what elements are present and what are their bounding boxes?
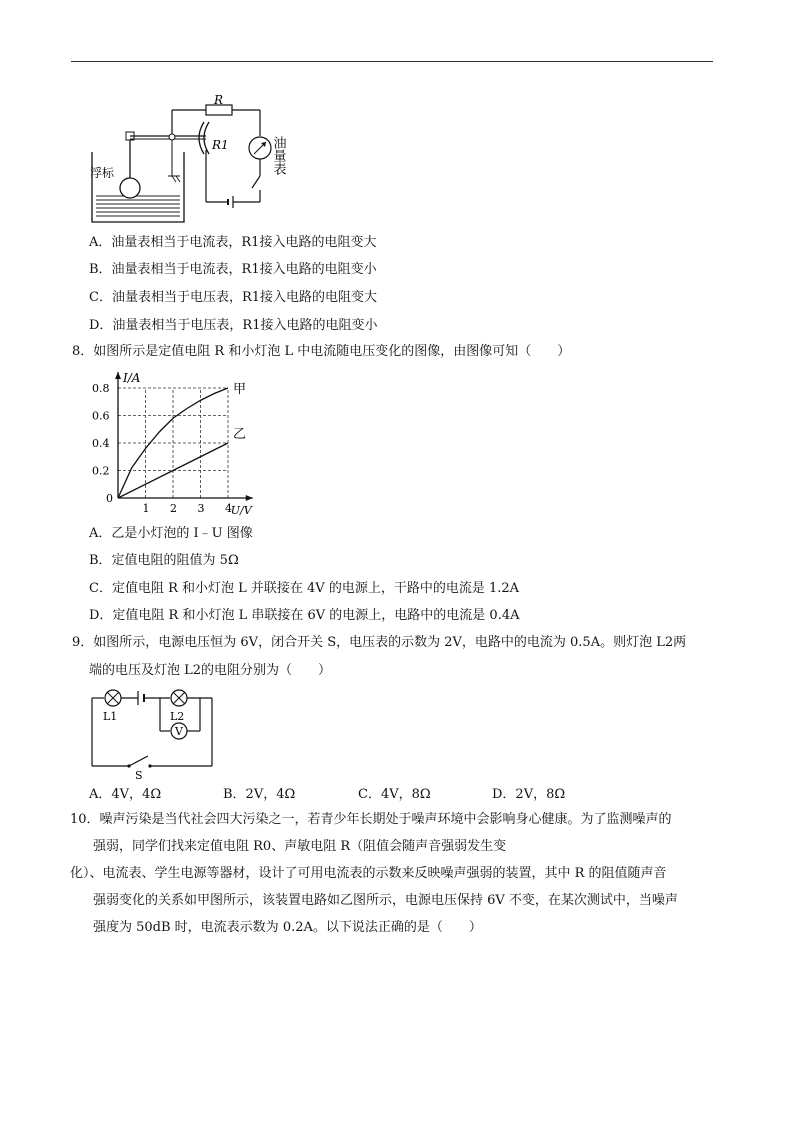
switch-s-label: S: [135, 769, 143, 781]
q9-option-d: D．2V，8Ω: [492, 787, 566, 802]
resistor-r1-label: R1: [212, 138, 229, 152]
series-label-乙: 乙: [233, 427, 247, 442]
header-rule: [71, 61, 713, 62]
lamp-l2-label: L2: [170, 710, 185, 723]
q8-option-d: D．定值电阻 R 和小灯泡 L 串联接在 6V 的电源上，电路中的电流是 0.4A: [89, 608, 520, 623]
y-tick-label-0.2: 0.2: [92, 464, 110, 478]
fuel-gauge-circuit-figure: [88, 92, 303, 227]
q7-option-b: B．油量表相当于电流表，R1接入电路的电阻变小: [89, 262, 377, 277]
q9-stem-line2: 端的电压及灯泡 L2的电阻分别为（ ）: [89, 663, 332, 678]
x-axis-arrow: [246, 495, 253, 501]
q9-option-a: A．4V，4Ω: [89, 787, 162, 802]
q9-option-c: C．4V，8Ω: [358, 787, 431, 802]
x-tick-label-1: 1: [142, 502, 150, 515]
voltmeter-label: V: [175, 725, 183, 738]
float-label: 浮标: [90, 166, 115, 180]
iu-graph: [88, 368, 273, 518]
q8-option-c: C．定值电阻 R 和小灯泡 L 并联接在 4V 的电源上，干路中的电流是 1.2A: [89, 581, 520, 596]
y-axis-arrow: [115, 372, 121, 379]
q10-line5: 强度为 50dB 时，电流表示数为 0.2A。以下说法正确的是（ ）: [93, 920, 482, 935]
y-tick-label-0.4: 0.4: [92, 437, 110, 450]
x-tick-label-2: 2: [170, 502, 177, 515]
q7-option-d: D．油量表相当于电压表，R1接入电路的电阻变小: [89, 318, 378, 333]
q10-stem: [70, 806, 720, 941]
q8-option-b: B．定值电阻的阻值为 5Ω: [89, 553, 239, 568]
q7-option-a: A．油量表相当于电流表，R1接入电路的电阻变大: [89, 235, 377, 250]
q9-options: [89, 786, 649, 804]
q10-line2: 强弱，同学们找来定值电阻 R0、声敏电阻 R（阻值会随声音强弱发生变: [93, 839, 507, 854]
series-lamp-circuit-figure: [88, 686, 223, 781]
fuel-meter-label: 油量表: [270, 136, 286, 175]
chart-labels: [92, 371, 253, 517]
lamp-l1-label: L1: [103, 710, 118, 723]
resistor-r-label: R: [214, 93, 224, 107]
q9-option-b: B．2V，4Ω: [223, 787, 296, 802]
q9-stem-line1: 9．如图所示，电源电压恒为 6V，闭合开关 S，电压表的示数为 2V，电路中的电流为 0.5A。则灯泡 L2两: [72, 635, 687, 650]
x-tick-label-4: 4: [225, 502, 232, 515]
y-axis-label: I/A: [123, 371, 141, 385]
x-axis-label: U/V: [230, 504, 252, 517]
origin-label: 0: [106, 492, 113, 505]
y-tick-label-0.8: 0.8: [92, 382, 110, 395]
y-tick-label-0.6: 0.6: [92, 409, 110, 423]
q8-option-a: A．乙是小灯泡的 I﹣U 图像: [89, 526, 253, 541]
q8-stem: 8．如图所示是定值电阻 R 和小灯泡 L 中电流随电压变化的图像，由图像可知（ ）: [72, 344, 571, 359]
q7-option-c: C．油量表相当于电压表，R1接入电路的电阻变大: [89, 290, 378, 305]
q10-line1: 10．噪声污染是当代社会四大污染之一，若青少年长期处于噪声环境中会影响身心健康。为了监测噪声的: [70, 812, 672, 827]
x-tick-label-3: 3: [197, 502, 205, 515]
chart-grid: [118, 388, 228, 498]
q10-line3: 化）、电流表、学生电源等器材，设计了可用电流表的示数来反映噪声强弱的装置，其中 R 的阻值随声音: [70, 866, 667, 881]
series-label-甲: 甲: [233, 382, 247, 397]
q10-line4: 强弱变化的关系如甲图所示，该装置电路如乙图所示，电源电压保持 6V 不变，在某次测试中，当噪声: [93, 893, 678, 908]
